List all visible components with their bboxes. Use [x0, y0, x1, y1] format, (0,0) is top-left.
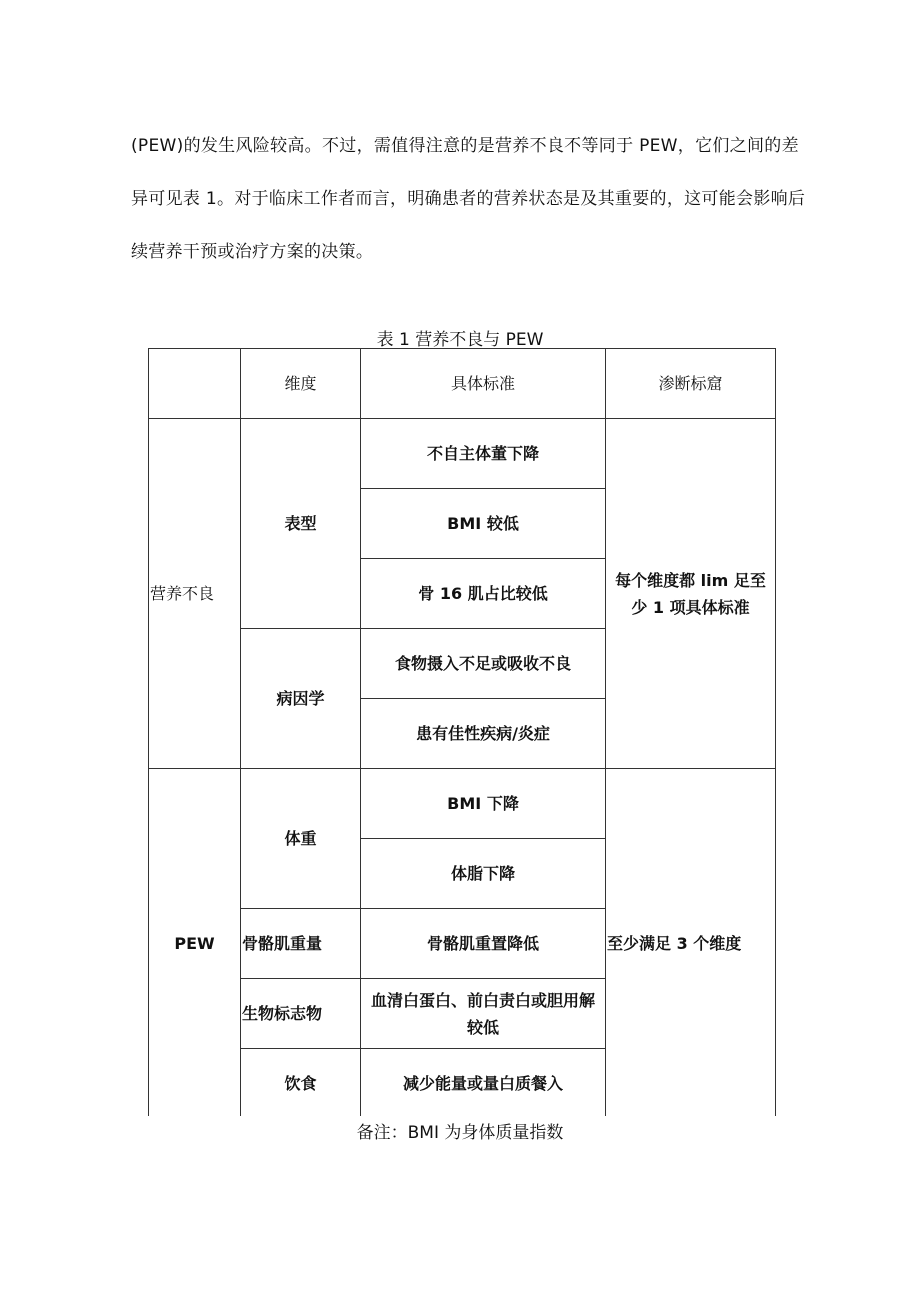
criteria-cell: 食物摄入不足或吸收不良 — [361, 629, 606, 699]
group-label-pew: PEW — [149, 769, 241, 1117]
paragraph-line: 异可见表 1。对于临床工作者而言，明确患者的营养状态是及其重要的，这可能会影响后 — [131, 189, 806, 209]
criteria-cell: 减少能量或量白质餐入 — [361, 1049, 606, 1117]
paragraph-line: (PEW)的发生风险较高。不过，需值得注意的是营养不良不等同于 PEW，它们之间的差 — [131, 136, 799, 156]
criteria-cell: 不自主体董下降 — [361, 419, 606, 489]
table-note: 备注：BMI 为身体质量指数 — [356, 1123, 564, 1143]
criteria-cell: 骨骼肌重置降低 — [361, 909, 606, 979]
table-caption: 表 1 营养不良与 PEW — [376, 330, 544, 350]
diagnosis-cell: 每个维度都 lim 足至少 1 项具体标准 — [606, 419, 776, 769]
diagnosis-cell: 至少满足 3 个维度 — [606, 769, 776, 1117]
table-row — [149, 769, 776, 839]
table-row — [149, 419, 776, 489]
criteria-cell: BMI 较低 — [361, 489, 606, 559]
dimension-muscle-mass: 骨骼肌重量 — [241, 909, 361, 979]
group-label-malnutrition: 营养不良 — [149, 419, 241, 769]
header-cell-empty — [149, 349, 241, 419]
dimension-diet: 饮食 — [241, 1049, 361, 1117]
criteria-cell: 血清白蛋白、前白责白或胆用解较低 — [361, 979, 606, 1049]
dimension-weight: 体重 — [241, 769, 361, 909]
table-viewport — [140, 340, 790, 1116]
dimension-phenotype: 表型 — [241, 419, 361, 629]
dimension-etiology: 病因学 — [241, 629, 361, 769]
criteria-cell: 体脂下降 — [361, 839, 606, 909]
body-paragraph — [131, 120, 806, 279]
table-header-row — [149, 349, 776, 419]
criteria-cell: 患有佳性疾病/炎症 — [361, 699, 606, 769]
comparison-table — [148, 348, 776, 1116]
paragraph-line: 续营养干预或治疗方案的决策。 — [131, 242, 374, 262]
dimension-biomarkers: 生物标志物 — [241, 979, 361, 1049]
header-cell-criteria: 具体标准 — [361, 349, 606, 419]
criteria-cell: BMI 下降 — [361, 769, 606, 839]
header-cell-diagnosis: 渗断标窟 — [606, 349, 776, 419]
header-cell-dimension: 维度 — [241, 349, 361, 419]
criteria-cell: 骨 16 肌占比较低 — [361, 559, 606, 629]
